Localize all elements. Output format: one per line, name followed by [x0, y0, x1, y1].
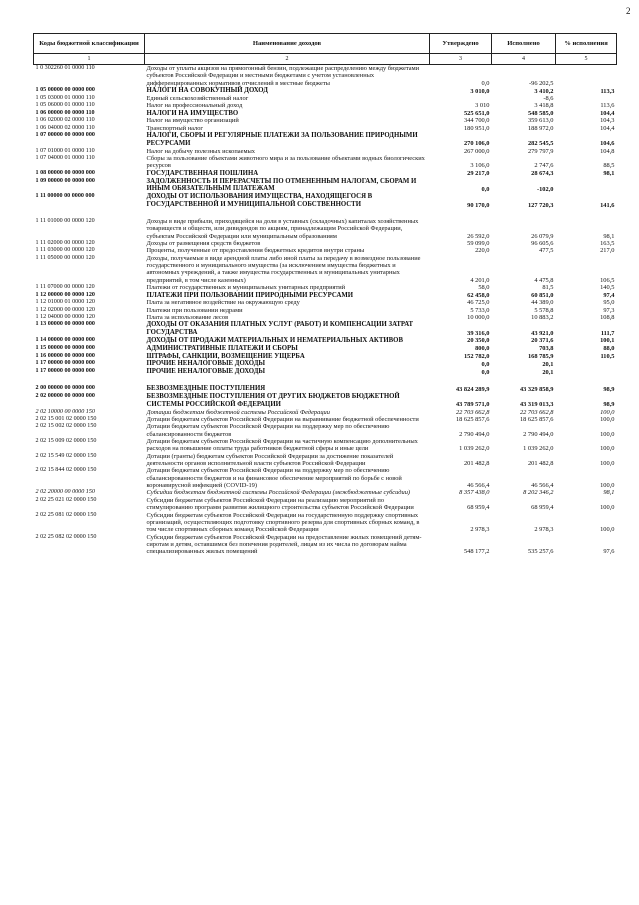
row-percent: [556, 368, 617, 376]
row-executed: 279 797,9: [527, 147, 554, 155]
header-executed: Исполнено: [492, 34, 556, 54]
row-code: 1 0 302260 01 0000 110: [35, 65, 95, 71]
row-name: Доходы в виде прибыли, приходящейся на доли в уставных (складочных) капиталах хозяйственных товариществ и обществ, или дивидендов по акциям, принадлежащим Российской Федерации, субъектам Российской Федерации или муниципальным образованиям: [146, 217, 419, 240]
table-row: [34, 438, 617, 453]
row-name: Налог на профессиональный доход: [146, 102, 243, 110]
row-percent: 163,5: [600, 239, 615, 247]
row-name: Налог на имущество организаций: [146, 117, 239, 125]
table-row: [34, 416, 617, 423]
row-code: [34, 376, 145, 385]
row-executed: 2 790 494,0: [523, 430, 554, 438]
row-executed: 22 703 662,8: [519, 408, 554, 416]
row-code: 1 05 03000 01 0000 110: [35, 94, 95, 101]
row-approved: 800,0: [475, 345, 490, 353]
table-row: [34, 87, 617, 95]
table-row: [34, 292, 617, 300]
row-executed: 43 329 858,9: [519, 385, 554, 393]
row-code: 1 17 00000 00 0000 000: [35, 360, 95, 367]
table-row: [34, 497, 617, 512]
table-row: [34, 155, 617, 170]
row-percent: 98,9: [603, 385, 615, 393]
row-name: Единый сельскохозяйственный налог: [146, 94, 249, 102]
row-percent: 104,4: [600, 124, 615, 132]
table-row: [34, 284, 617, 291]
row-code: 2 02 15 002 02 0000 150: [35, 423, 97, 430]
row-code: 1 17 00000 00 0000 000: [35, 368, 95, 375]
row-approved: 2 978,3: [470, 526, 490, 534]
row-name: БЕЗВОЗМЕЗДНЫЕ ПОСТУПЛЕНИЯ ОТ ДРУГИХ БЮДЖЕТОВ БЮДЖЕТНОЙ СИСТЕМЫ РОССИЙСКОЙ ФЕДЕРАЦИИ: [146, 392, 400, 408]
row-code: 1 15 00000 00 0000 000: [35, 344, 95, 351]
row-approved: 267 000,0: [463, 147, 490, 155]
row-executed: 28 674,3: [531, 170, 554, 178]
row-name: ДОХОДЫ ОТ ПРОДАЖИ МАТЕРИАЛЬНЫХ И НЕМАТЕРИАЛЬНЫХ АКТИВОВ: [146, 337, 404, 345]
row-executed: -8,6: [543, 94, 554, 102]
row-name: Сборы за пользование объектами животного мира и за пользование объектами водных биологических ресурсов: [146, 155, 425, 170]
row-name: Субсидии бюджетам субъектов Российской Федерации на государственную поддержку спортивных организаций, осуществляющих подготовку спортивного резерва для спортивных сборных команд, в том числе спортивных сборных команд Российской Федерации: [146, 511, 420, 534]
row-name: Дотации бюджетам субъектов Российской Федерации на поддержку мер по обеспечению сбалансированности бюджетов и на финансовое обеспечение мероприятий по борьбе с новой коронавирусной инфекцией (COVID-19): [146, 467, 402, 490]
row-executed: 20 371,6: [531, 337, 554, 345]
row-approved: 0,0: [481, 79, 490, 87]
row-name: ПЛАТЕЖИ ПРИ ПОЛЬЗОВАНИИ ПРИРОДНЫМИ РЕСУРСАМИ: [146, 291, 354, 299]
row-executed: 2 747,6: [534, 162, 554, 170]
table-row: [34, 95, 617, 102]
row-percent: 100,0: [600, 430, 615, 438]
row-percent: [556, 178, 617, 194]
row-code: 2 02 15 009 02 0000 150: [35, 437, 97, 444]
table-row: [34, 255, 617, 284]
row-approved: 18 625 857,6: [455, 415, 490, 423]
row-name: Платежи от государственных и муниципальных унитарных предприятий: [146, 284, 346, 292]
table-row: [34, 321, 617, 337]
row-approved: 8 357 438,0: [459, 489, 490, 497]
col-num-2: 2: [145, 54, 430, 65]
table-row: [34, 512, 617, 534]
row-name: Дотации бюджетам бюджетной системы Российской Федерации: [146, 408, 330, 416]
row-approved: 1 039 262,0: [459, 445, 490, 453]
row-code: 1 11 07000 00 0000 120: [35, 284, 95, 291]
row-name: ДОХОДЫ ОТ ОКАЗАНИЯ ПЛАТНЫХ УСЛУГ (РАБОТ) И КОМПЕНСАЦИИ ЗАТРАТ ГОСУДАРСТВА: [146, 321, 414, 337]
row-name: ДОХОДЫ ОТ ИСПОЛЬЗОВАНИЯ ИМУЩЕСТВА, НАХОДЯЩЕГОСЯ В ГОСУДАРСТВЕННОЙ И МУНИЦИПАЛЬНОЙ СОБСТВЕННОСТИ: [146, 193, 373, 209]
header-approved: Утверждено: [430, 34, 492, 54]
row-percent: 100,0: [600, 482, 615, 490]
row-percent: 98,1: [603, 232, 615, 240]
row-executed: 60 851,0: [531, 291, 554, 299]
row-percent: 100,0: [600, 526, 615, 534]
row-executed: 127 720,3: [527, 201, 554, 209]
row-executed: 20,1: [542, 368, 554, 376]
table-row: [34, 423, 617, 438]
row-executed: -102,0: [536, 185, 554, 193]
row-approved: 4 201,0: [470, 276, 490, 284]
spacer-row: [34, 376, 617, 385]
table-row: [34, 345, 617, 353]
row-code: 2 02 20000 00 0000 150: [35, 489, 95, 496]
row-percent: 100,0: [600, 445, 615, 453]
row-executed: 8 202 346,2: [523, 489, 554, 497]
row-name: АДМИНИСТРАТИВНЫЕ ПЛАТЕЖИ И СБОРЫ: [146, 344, 298, 352]
row-percent: 95,0: [603, 299, 615, 307]
row-percent: 100,0: [600, 408, 615, 416]
col-num-5: 5: [556, 54, 617, 65]
row-approved: 29 217,0: [467, 170, 490, 178]
row-executed: -96 202,5: [529, 79, 554, 87]
table-row: [34, 409, 617, 416]
table-row: [34, 299, 617, 306]
row-approved: 152 782,0: [463, 353, 490, 361]
row-executed: 548 585,0: [527, 110, 554, 118]
row-approved: 548 177,2: [463, 548, 490, 556]
row-code: 1 11 05000 00 0000 120: [35, 254, 95, 261]
row-code: 1 06 04000 02 0000 110: [35, 124, 95, 131]
table-row: [34, 467, 617, 489]
table-row: [34, 453, 617, 468]
table-row: [34, 102, 617, 109]
row-name: Дотации бюджетам субъектов Российской Федерации на частичную компенсацию дополнительных расходов на повышение оплаты труда работников бюджетной сферы и иные цели: [146, 437, 418, 453]
row-percent: 98,1: [603, 170, 615, 178]
row-name: ПРОЧИЕ НЕНАЛОГОВЫЕ ДОХОДЫ: [146, 368, 266, 376]
row-percent: 104,4: [600, 110, 615, 118]
row-code: 2 02 15 844 02 0000 150: [35, 467, 97, 474]
row-percent: 113,6: [600, 102, 615, 110]
row-approved: 0,0: [481, 360, 490, 368]
row-code: 1 12 01000 01 0000 120: [35, 299, 95, 306]
row-percent: 111,7: [600, 329, 615, 337]
row-executed: 26 079,9: [531, 232, 554, 240]
row-code: 1 08 00000 00 0000 000: [35, 169, 95, 176]
row-executed: 1 039 262,0: [523, 445, 554, 453]
table-row: [34, 132, 617, 148]
row-approved: 10 000,0: [467, 314, 490, 322]
row-name: ШТРАФЫ, САНКЦИИ, ВОЗМЕЩЕНИЕ УЩЕРБА: [146, 352, 305, 360]
row-percent: 97,3: [603, 306, 615, 314]
table-header-row: [34, 34, 617, 54]
row-name: ЗАДОЛЖЕННОСТЬ И ПЕРЕРАСЧЕТЫ ПО ОТМЕНЕННЫМ НАЛОГАМ, СБОРАМ И ИНЫМ ОБЯЗАТЕЛЬНЫМ ПЛАТЕЖАМ: [146, 177, 417, 193]
row-percent: [556, 65, 617, 88]
row-approved: 20 350,0: [467, 337, 490, 345]
row-approved: 58,0: [478, 284, 490, 292]
row-executed: 168 785,9: [527, 353, 554, 361]
row-approved: [430, 209, 492, 218]
row-name: Субсидии бюджетам субъектов Российской Федерации на предоставление жилых помещений детям-сиротам и детям, оставшимся без попечения родителей, лицам из их числа по договорам найма специализированных жилых помещений: [146, 533, 422, 556]
row-percent: 100,0: [600, 415, 615, 423]
row-code: 1 05 00000 00 0000 000: [35, 87, 95, 94]
row-executed: 3 418,8: [534, 102, 554, 110]
row-approved: 180 951,0: [463, 124, 490, 132]
row-percent: [556, 209, 617, 218]
row-name: Проценты, полученные от предоставления бюджетных кредитов внутри страны: [146, 247, 365, 255]
header-percent: % исполнения: [556, 34, 617, 54]
table-row: [34, 360, 617, 368]
row-percent: 141,6: [600, 201, 615, 209]
row-name: Налог на добычу полезных ископаемых: [146, 147, 255, 155]
table-row: [34, 489, 617, 496]
row-code: 1 06 02000 02 0000 110: [35, 117, 95, 124]
row-name: Дотации (гранты) бюджетам субъектов Российской Федерации за достижение показателей деятельности органов исполнительной власти субъектов Российской Федерации: [146, 452, 394, 468]
row-approved: [430, 376, 492, 385]
page-number: 2: [626, 6, 631, 16]
row-code: 1 09 00000 00 0000 000: [35, 177, 95, 184]
row-executed: 96 605,6: [531, 239, 554, 247]
table-row: [34, 65, 617, 88]
table-row: [34, 534, 617, 556]
row-percent: 98,1: [603, 489, 615, 497]
row-name: Плата за использование лесов: [146, 314, 229, 322]
row-code: 2 02 25 081 02 0000 150: [35, 511, 97, 518]
row-executed: 43 319 013,3: [519, 401, 554, 409]
row-approved: 46 566,4: [467, 482, 490, 490]
row-name: Субсидии бюджетам субъектов Российской Федерации на реализацию мероприятий по стимулированию программ развития жилищного строительства субъектов Российской Федерации: [146, 496, 414, 512]
table-row: [34, 385, 617, 393]
row-name: [145, 376, 430, 385]
row-name: Плата за негативное воздействие на окружающую среду: [146, 299, 300, 307]
table-row: [34, 125, 617, 132]
row-approved: 59 099,0: [467, 239, 490, 247]
row-percent: 98,9: [603, 401, 615, 409]
row-approved: 68 959,4: [467, 504, 490, 512]
row-name: Доходы, получаемые в виде арендной платы либо иной платы за передачу в возмездное пользование государственного и муниципального имущества (за исключением имущества бюджетных и автономных учреждений, а также имущества государственных и муниципальных унитарных предприятий, в том числе казенных): [146, 254, 421, 284]
row-approved: 270 106,0: [463, 140, 490, 148]
row-approved: 43 824 289,9: [455, 385, 490, 393]
table-row: [34, 247, 617, 254]
table-row: [34, 110, 617, 118]
row-code: 1 05 06000 01 0000 110: [35, 102, 95, 109]
row-name: Дотации бюджетам субъектов Российской Федерации на поддержку мер по обеспечению сбалансированности бюджетов: [146, 423, 390, 438]
table-row: [34, 314, 617, 321]
row-executed: 44 389,0: [531, 299, 554, 307]
row-executed: 477,5: [539, 247, 554, 255]
row-approved: 0,0: [481, 368, 490, 376]
row-executed: 5 578,8: [534, 306, 554, 314]
table-row: [34, 170, 617, 178]
row-code: 2 02 10000 00 0000 150: [35, 408, 95, 415]
row-approved: 22 703 662,8: [455, 408, 490, 416]
row-percent: 104,3: [600, 117, 615, 125]
row-code: 1 12 04000 00 0000 120: [35, 314, 95, 321]
row-code: 1 11 01000 00 0000 120: [35, 217, 95, 224]
row-percent: [556, 360, 617, 368]
table-row: [34, 117, 617, 124]
row-approved: 43 789 571,0: [455, 401, 490, 409]
row-executed: 68 959,4: [531, 504, 554, 512]
row-approved: 220,0: [475, 247, 490, 255]
row-code: 1 06 00000 00 0000 110: [35, 109, 95, 116]
row-code: 1 14 00000 00 0000 000: [35, 337, 95, 344]
row-approved: 0,0: [481, 185, 490, 193]
row-code: 1 16 00000 00 0000 000: [35, 352, 95, 359]
row-executed: 3 410,2: [534, 87, 554, 95]
row-executed: 10 883,2: [531, 314, 554, 322]
row-executed: 18 625 857,6: [519, 415, 554, 423]
row-executed: 282 545,5: [527, 140, 554, 148]
row-percent: 100,0: [600, 504, 615, 512]
table-row: [34, 337, 617, 345]
row-executed: 20,1: [542, 360, 554, 368]
row-name: Доходы от размещения средств бюджетов: [146, 239, 261, 247]
row-percent: 108,8: [600, 314, 615, 322]
row-name: Дотации бюджетам субъектов Российской Федерации на выравнивание бюджетной обеспеченности: [146, 415, 419, 423]
row-executed: 535 257,6: [527, 548, 554, 556]
row-name: ПРОЧИЕ НЕНАЛОГОВЫЕ ДОХОДЫ: [146, 360, 266, 368]
row-percent: [556, 95, 617, 102]
row-code: 1 13 00000 00 0000 000: [35, 321, 95, 328]
revenue-table: [33, 33, 617, 556]
spacer-row: [34, 209, 617, 218]
row-percent: 217,0: [600, 247, 615, 255]
row-code: 1 11 02000 00 0000 120: [35, 239, 95, 246]
table-row: [34, 148, 617, 155]
row-name: [145, 209, 430, 218]
row-executed: 703,8: [539, 345, 554, 353]
row-executed: 81,5: [542, 284, 554, 292]
row-executed: 359 613,0: [527, 117, 554, 125]
table-row: [34, 193, 617, 209]
row-approved: 5 733,0: [470, 306, 490, 314]
row-percent: 106,5: [600, 276, 615, 284]
row-name: Транспортный налог: [146, 124, 204, 132]
table-row: [34, 178, 617, 194]
row-code: 2 02 15 001 02 0000 150: [35, 415, 97, 422]
row-executed: 46 566,4: [531, 482, 554, 490]
row-code: 2 02 25 082 02 0000 150: [35, 533, 97, 540]
row-code: 2 00 00000 00 0000 000: [35, 385, 95, 392]
row-percent: 110,5: [600, 353, 615, 361]
row-name: НАЛОГИ НА ИМУЩЕСТВО: [146, 109, 239, 117]
table-row: [34, 353, 617, 361]
row-approved: 344 700,0: [463, 117, 490, 125]
table-row: [34, 393, 617, 409]
row-percent: [556, 376, 617, 385]
col-num-3: 3: [430, 54, 492, 65]
row-executed: 4 475,8: [534, 276, 554, 284]
row-percent: 113,3: [600, 87, 615, 95]
row-executed: 2 978,3: [534, 526, 554, 534]
row-code: 2 02 15 549 02 0000 150: [35, 452, 97, 459]
row-executed: 188 972,0: [527, 124, 554, 132]
row-code: 2 02 25 021 02 0000 150: [35, 496, 97, 503]
row-code: 1 11 03000 00 0000 120: [35, 247, 95, 254]
row-approved: 39 316,0: [467, 329, 490, 337]
row-name: Субсидии бюджетам бюджетной системы Российской Федерации (межбюджетные субсидии): [146, 489, 411, 497]
row-approved: 90 170,0: [467, 201, 490, 209]
row-name: Платежи при пользовании недрами: [146, 306, 243, 314]
row-executed: 43 921,0: [531, 329, 554, 337]
row-percent: 104,8: [600, 147, 615, 155]
row-approved: 2 790 494,0: [459, 430, 490, 438]
column-number-row: [34, 54, 617, 65]
row-approved: 62 458,0: [467, 291, 490, 299]
row-code: 1 07 01000 01 0000 110: [35, 147, 95, 154]
row-percent: 100,1: [600, 337, 615, 345]
row-percent: 97,6: [603, 548, 615, 556]
table-row: [34, 240, 617, 247]
row-percent: 88,5: [603, 162, 615, 170]
row-code: 1 07 00000 00 0000 000: [35, 132, 95, 139]
col-num-1: 1: [34, 54, 145, 65]
row-executed: 201 482,8: [527, 460, 554, 468]
row-percent: 104,6: [600, 140, 615, 148]
col-num-4: 4: [492, 54, 556, 65]
row-percent: 140,5: [600, 284, 615, 292]
row-approved: 525 651,0: [463, 110, 490, 118]
row-name: БЕЗВОЗМЕЗДНЫЕ ПОСТУПЛЕНИЯ: [146, 385, 266, 393]
row-approved: 26 592,0: [467, 232, 490, 240]
row-code: 1 12 00000 00 0000 120: [35, 291, 95, 298]
row-percent: 97,4: [603, 291, 615, 299]
row-code: 1 11 00000 00 0000 000: [35, 193, 95, 200]
row-percent: 100,0: [600, 460, 615, 468]
row-name: Доходы от уплаты акцизов на прямогонный бензин, подлежащие распределению между бюджетами субъектов Российской Федерации и местными бюджетами с учетом установленных дифференцированных нормативов отчислений в местные бюджеты: [146, 65, 420, 87]
row-code: 1 07 04000 01 0000 110: [35, 155, 95, 162]
row-code: 1 12 02000 00 0000 120: [35, 306, 95, 313]
row-name: НАЛОГИ НА СОВОКУПНЫЙ ДОХОД: [146, 87, 268, 95]
row-approved: 3 010,0: [470, 87, 490, 95]
row-code: 2 02 00000 00 0000 000: [35, 392, 95, 399]
table-row: [34, 307, 617, 314]
row-approved: 3 106,0: [470, 162, 490, 170]
row-executed: [492, 209, 556, 218]
header-name: Наименование доходов: [145, 34, 430, 54]
table-row: [34, 368, 617, 376]
row-code: [34, 209, 145, 218]
row-name: НАЛОГИ, СБОРЫ И РЕГУЛЯРНЫЕ ПЛАТЕЖИ ЗА ПОЛЬЗОВАНИЕ ПРИРОДНЫМИ РЕСУРСАМИ: [146, 132, 418, 147]
row-approved: [430, 95, 492, 102]
row-approved: 3 010: [475, 102, 490, 110]
row-name: ГОСУДАРСТВЕННАЯ ПОШЛИНА: [146, 169, 259, 177]
row-approved: 201 482,8: [463, 460, 490, 468]
row-percent: 88,0: [603, 345, 615, 353]
row-executed: [492, 376, 556, 385]
header-code: Коды бюджетной классификации: [34, 34, 145, 54]
row-approved: 46 725,0: [467, 299, 490, 307]
table-row: [34, 218, 617, 240]
